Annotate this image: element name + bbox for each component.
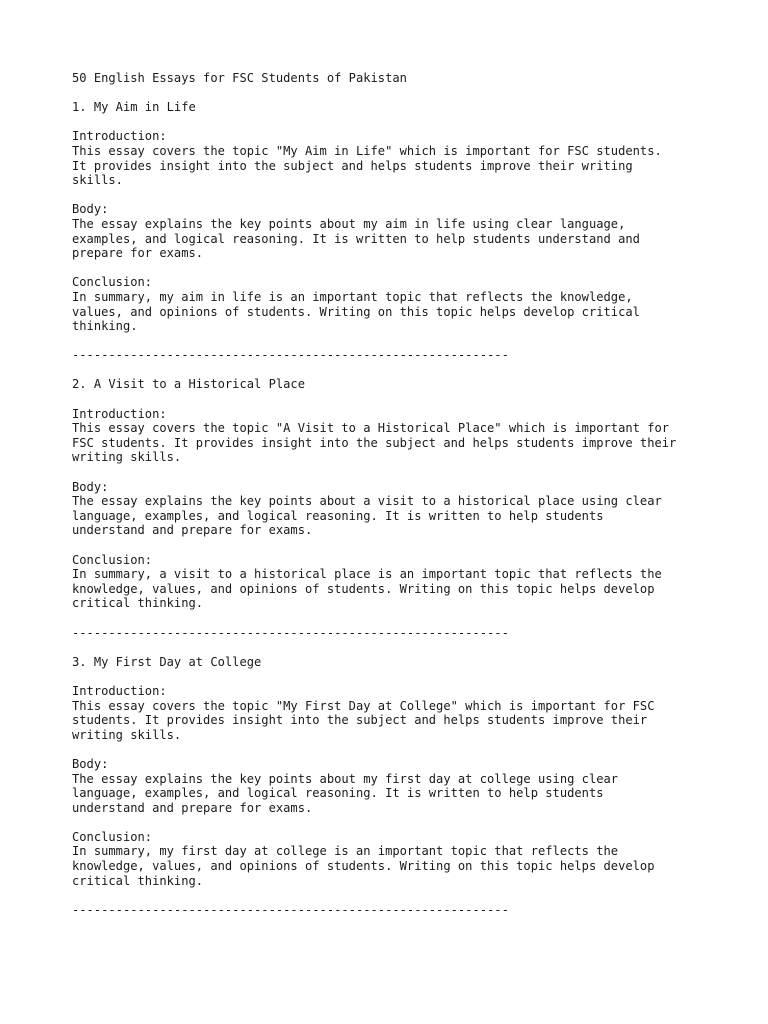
section-label: Conclusion:: [72, 829, 153, 844]
text-line: The essay explains the key points about my aim in life using clear language,: [72, 216, 626, 231]
body-section: [72, 480, 752, 538]
text-line: language, examples, and logical reasoning. It is written to help students: [72, 508, 604, 523]
section-label: Body:: [72, 202, 109, 217]
document-title: 50 English Essays for FSC Students of Pakistan: [72, 71, 407, 85]
section-label: Introduction:: [72, 683, 167, 698]
text-line: This essay covers the topic "My First Day at College" which is important for FSC: [72, 698, 655, 713]
intro-section: [72, 129, 752, 187]
section-label: Conclusion:: [72, 552, 153, 567]
text-line: students. It provides insight into the subject and helps students improve their: [72, 713, 648, 728]
intro-section: [72, 684, 752, 742]
essay-heading: 2. A Visit to a Historical Place: [72, 377, 305, 392]
text-line: understand and prepare for exams.: [72, 800, 313, 815]
section-label: Conclusion:: [72, 275, 153, 290]
section-label: Introduction:: [72, 406, 167, 421]
divider: ------------------------------------------------------------: [72, 625, 509, 640]
text-line: skills.: [72, 173, 123, 188]
essay-3: [72, 655, 752, 918]
essay-heading: 1. My Aim in Life: [72, 100, 196, 115]
text-line: examples, and logical reasoning. It is written to help students understand and: [72, 231, 640, 246]
section-label: Body:: [72, 756, 109, 771]
document-page: [72, 71, 752, 932]
essay-1: [72, 100, 752, 363]
text-line: This essay covers the topic "My Aim in Life" which is important for FSC students.: [72, 143, 662, 158]
text-line: language, examples, and logical reasoning. It is written to help students: [72, 786, 604, 801]
text-line: prepare for exams.: [72, 246, 204, 261]
section-label: Introduction:: [72, 129, 167, 144]
text-line: In summary, my first day at college is an important topic that reflects the: [72, 844, 619, 859]
text-line: This essay covers the topic "A Visit to a Historical Place" which is important for: [72, 421, 670, 436]
text-line: writing skills.: [72, 727, 182, 742]
text-line: In summary, a visit to a historical place is an important topic that reflects the: [72, 567, 662, 582]
text-line: The essay explains the key points about my first day at college using clear: [72, 771, 619, 786]
conclusion-section: [72, 553, 752, 611]
text-line: writing skills.: [72, 450, 182, 465]
body-section: [72, 757, 752, 815]
text-line: It provides insight into the subject and helps students improve their writing: [72, 158, 633, 173]
body-section: [72, 202, 752, 260]
intro-section: [72, 407, 752, 465]
text-line: critical thinking.: [72, 596, 204, 611]
section-label: Body:: [72, 479, 109, 494]
divider: ------------------------------------------------------------: [72, 902, 509, 917]
conclusion-section: [72, 830, 752, 888]
text-line: understand and prepare for exams.: [72, 523, 313, 538]
text-line: knowledge, values, and opinions of students. Writing on this topic helps develop: [72, 859, 655, 874]
divider: ------------------------------------------------------------: [72, 348, 509, 363]
text-line: FSC students. It provides insight into the subject and helps students improve their: [72, 435, 677, 450]
essay-2: [72, 377, 752, 640]
text-line: The essay explains the key points about a visit to a historical place using clear: [72, 494, 662, 509]
essay-heading: 3. My First Day at College: [72, 654, 262, 669]
text-line: critical thinking.: [72, 873, 204, 888]
text-line: In summary, my aim in life is an important topic that reflects the knowledge,: [72, 289, 633, 304]
text-line: knowledge, values, and opinions of students. Writing on this topic helps develop: [72, 581, 655, 596]
conclusion-section: [72, 275, 752, 333]
text-line: values, and opinions of students. Writing on this topic helps develop critical: [72, 304, 640, 319]
text-line: thinking.: [72, 319, 138, 334]
